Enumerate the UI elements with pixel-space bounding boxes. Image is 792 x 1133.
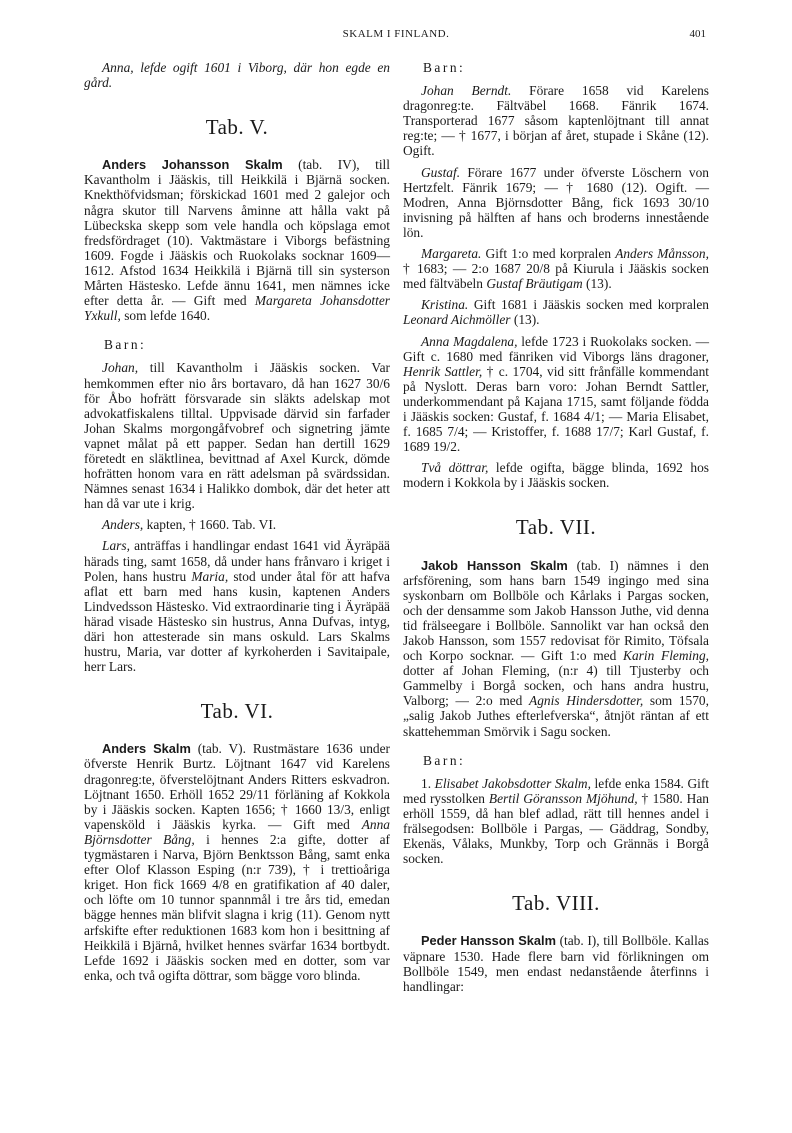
section-heading-tab-v: Tab. V. <box>205 115 269 140</box>
person-name: Jakob Hansson Skalm <box>421 557 568 573</box>
person-name: Gustaf. <box>421 164 461 180</box>
children-label: Barn: <box>423 60 466 75</box>
entry-anders-skalm: Anders Skalm (tab. V). Rustmästare 1636 under öfverste Henrik Burtz. Löjtnant 1647 vid Karelens dragonreg:te, öfverstelöjtnant Anders Ritters eskvadron. Löjtnant 1650. Erhöll 1652 29/11 förläning af Kokkola by i Jääskis socken. Kapten 1656; † 1660 13/3, enligt vapensköld i Jääskis kyrka. — Gift med Anna Björnsdotter Bång, i hennes 2:a gifte, dotter af tygmästaren i Narva, Björn Benktsson Bång, samt enka efter Olof Klasson Esping (n:r 739), † i trettioåriga kriget. Hon fick 1669 4/8 en gratifikation af 40 daler, och löfte om 10 tunnor spannmål i tre års tid, emedan bägge hennes män blifvit slagna i krig (11). Genom nytt arfskifte efter reduktionen 1683 kom hon i besittning af Heikkilä i Bjärnå, hvilket hennes svärfar 1634 bortbydt. Lefde 1692 i Jääskis socken med en dotter, som var enka, och två ogifta döttrar, som bägge voro blinda. <box>84 741 390 983</box>
person-name: Kristina. <box>421 297 469 313</box>
entry-kristina: Kristina. Gift 1681 i Jääskis socken med korpralen Leonard Aichmöller (13). <box>403 297 710 328</box>
entry-lars: Lars, anträffas i handlingar endast 1641 vid Äyräpää härads ting, samt 1658, då under hans frånvaro i kriget i Polen, hans hustru Maria, stod under åtal för att hafva aflat ett barn med hans kusin, kaptenen Anders Lindvedsson Hästesko. Vid extraordinarie ting i Äyräpää härad visade Hästesko sin hustrus, Anna Dufvas, intyg, däri hon attesterade sin mans oskuld. Lars Skalms hustru, Maria, var dotter af kyrkoherden i Savitaipale, herr Lars. <box>84 538 390 675</box>
entry-elisabet: 1. Elisabet Jakobsdotter Skalm, lefde enka 1584. Gift med rysstolken Bertil Göransson Mjöhund, † 1580. Han erhöll 1559, då han blef adlad, rätt till hennes andel i frälsegodsen: Bollböle i Pargas, — Gäddrag, Sondby, Ekenäs, Vålaks, Munkby, Torp och Grännäs i Borgå socken. <box>403 775 710 867</box>
running-title: SKALM I FINLAND. <box>342 28 450 40</box>
section-heading-tab-viii: Tab. VIII. <box>512 891 600 916</box>
person-name: Elisabet Jakobsdotter Skalm, <box>434 775 591 791</box>
right-column <box>403 60 709 1000</box>
entry-peder: Peder Hansson Skalm (tab. I), till Bollböle. Kallas väpnare 1530. Hade flere barn vid förlikningen om Bollböle 1549, men endast nedanstående återfinns i handlingar: <box>403 933 709 994</box>
entry-johan: Johan, till Kavantholm i Jääskis socken. Var hemkommen efter nio års bortavaro, då han 1627 30/6 för Åbo hofrätt försvarade sin släkts adelskap mot advokatfiskalens tilltal. Uppvisade därvid sin farfader Johan Skalms morgongåfvobref och signetring jämte vapnet målat på ett papper. Sedan han dertill 1629 företedt en släktlinea, bevittnad af Axel Kurck, dömde hofrätten honom vara en rätt adelsman på svärdssidan. Nämnes senast 1634 i Halikko dombok, där det heter att han då var ute i krig. <box>84 360 390 512</box>
entry-johan-berndt: Johan Berndt. Förare 1658 vid Karelens dragonreg:te. Fältväbel 1668. Fänrik 1674. Transporterad 1677 såsom kaptenlöjtnant till annat reg:te; — † 1677, i början af året, stupade i Skåne (12). Ogift. <box>403 83 709 159</box>
person-name: Johan, <box>102 360 139 376</box>
person-name: Anders, <box>102 517 144 533</box>
page-number: 401 <box>689 28 706 40</box>
person-name: Lars, <box>102 538 130 554</box>
section-heading-tab-vii: Tab. VII. <box>515 515 597 540</box>
page-header <box>0 28 792 44</box>
entry-anders-johansson: Anders Johansson Skalm (tab. IV), till Kavantholm i Jääskis, till Heikkilä i Bjärnä socken. Knekthöfvidsman; förskickad 1601 med 2 galejor och några skutor till Narvens åminne att hålla vakt på Lübeckska skepp som vele handla och köpslaga emot fredsfördraget (10). Vaktmästare i Viborgs befästning 1609. Fogde i Jääskis och Ruokolaks socknar 1609—1612. Afstod 1634 Heikkilä i Bjärnä till sin systerson Mårten Hästesko. Lefde ännu 1641, men nämnes icke efter detta år. — Gift med Margareta Johansdotter Yxkull, som lefde 1640. <box>84 157 390 324</box>
left-column <box>84 60 390 989</box>
person-name: Anders Johansson Skalm <box>102 157 283 173</box>
entry-jakob: Jakob Hansson Skalm (tab. I) nämnes i den arfsförening, som hans barn 1549 ingingo med sina syskonbarn om Bollböle och Kårlaks i Pargas socken, och der densamme som Jakob Hansson Juthe, vid denna tid frälseegare i Bollböle. Sannolikt var han också den Jakob Hansson, som 1557 redovisat för Rimito, Töfsala och Korpo socknar. — Gift 1:o med Karin Fleming, dotter af Johan Fleming, (n:r 4) till Tjusterby och Gammelby i Borgå socken, och hans andra hustru, Valborg; — 2:o med Agnis Hindersdotter, som 1570, „salig Jakob Juthes efterlefverska“, åtnjöt räntan af ett skattehemman Smörvik i Sagu socken. <box>403 557 710 739</box>
entry-margareta: Margareta. Gift 1:o med korpralen Anders Månsson, † 1683; — 2:o 1687 20/8 på Kiurula i Jääskis socken med fältväbeln Gustaf Bräutigam (13). <box>403 246 709 292</box>
person-name: Anna Magdalena, <box>421 333 518 349</box>
entry-anna-magdalena: Anna Magdalena, lefde 1723 i Ruokolaks socken. — Gift c. 1680 med fänriken vid Viborgs läns dragoner, Henrik Sattler, † c. 1704, vid sitt frånfälle kommendant på Nyslott. Deras barn voro: Johan Berndt Sattler, underkommendant på Kajana 1715, samt följande födda i Jääskis socken: Gustaf, f. 1684 4/1; — Maria Elisabet, f. 1685 7/4; — Kristoffer, f. 1688 17/7; Karl Gustaf, f. 1689 19/2. <box>403 333 709 455</box>
person-name: Peder Hansson Skalm <box>421 933 556 949</box>
entry-tva-dottrar: Två döttrar, lefde ogifta, bägge blinda, 1692 hos modern i Kokkola by i Jääskis socken. <box>403 460 709 491</box>
entry-gustaf: Gustaf. Förare 1677 under öfverste Löschern von Hertzfelt. Fänrik 1679; — † 1680 (12). Ogift. — Modren, Anna Björnsdotter Bång, fick 1693 30/10 invisning på hälften af hans och broderns innestående lön. <box>403 164 709 240</box>
person-name: Anders Skalm <box>102 741 191 757</box>
person-name: Margareta. <box>421 246 482 262</box>
section-heading-tab-vi: Tab. VI. <box>200 699 274 724</box>
entry-anders-kapten: Anders, kapten, † 1660. Tab. VI. <box>102 517 277 533</box>
children-label: Barn: <box>104 337 147 353</box>
children-label: Barn: <box>423 752 466 768</box>
entry-anna-text: Anna, lefde ogift 1601 i Viborg, där hon egde en gård. <box>84 60 390 91</box>
entry-anna <box>84 60 390 90</box>
person-name: Johan Berndt. <box>421 83 512 99</box>
person-name: Två döttrar, <box>421 460 489 476</box>
